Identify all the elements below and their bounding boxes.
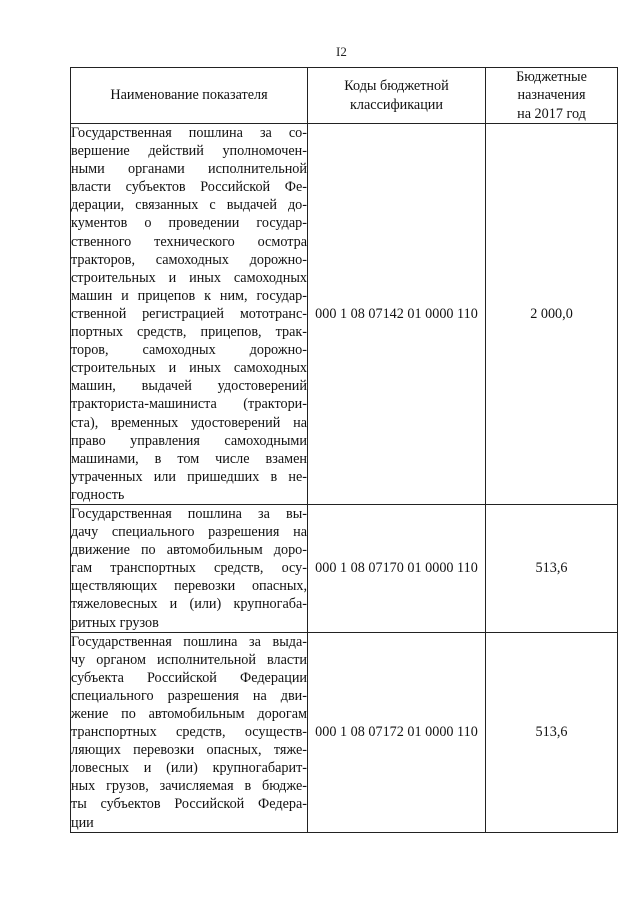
- indicator-name-line: строительных и иных самоходных: [71, 269, 307, 286]
- header-amount: [486, 68, 618, 124]
- budget-amount-cell: 513,6: [486, 632, 618, 832]
- budget-code-cell: 000 1 08 07172 01 0000 110: [308, 632, 486, 832]
- indicator-name-line: машинами, в том числе взамен: [71, 450, 307, 467]
- budget-table: [70, 67, 618, 833]
- budget-code-cell: 000 1 08 07170 01 0000 110: [308, 504, 486, 632]
- indicator-name-line: машин и прицепов к ним, государ-: [71, 287, 307, 304]
- indicator-name-line: ществляющих перевозки опасных,: [71, 578, 307, 595]
- indicator-name-line: специального разрешения на дви-: [71, 687, 307, 704]
- budget-amount-cell: 2 000,0: [486, 124, 618, 505]
- indicator-name-line: дерации, связанных с выдачей до-: [71, 197, 307, 214]
- indicator-name-line: ста), временных удостоверений на: [71, 414, 307, 431]
- indicator-name-line: дачу специального разрешения на: [71, 524, 307, 541]
- table-header-row: [71, 68, 618, 124]
- header-code-line: классификации: [350, 96, 443, 113]
- indicator-name-line: ции: [71, 814, 94, 831]
- indicator-name-line: ными органами исполнительной: [71, 161, 307, 178]
- indicator-name-line: машин, выдачей удостоверений: [71, 378, 307, 395]
- indicator-name-line: транспортных средств, осуществ-: [71, 724, 307, 741]
- indicator-name-cell: [71, 504, 308, 632]
- indicator-name-line: портных средств, прицепов, трак-: [71, 324, 307, 341]
- header-code-line: Коды бюджетной: [344, 78, 449, 95]
- table-row: [71, 504, 618, 632]
- indicator-name-line: ных грузов, зачисляемая в бюдже-: [71, 778, 307, 795]
- indicator-name-line: ственной регистрацией мототранс-: [71, 305, 307, 322]
- indicator-name-line: годность: [71, 486, 125, 503]
- indicator-name-line: движение по автомобильным доро-: [71, 542, 307, 559]
- indicator-name-line: ляющих перевозки опасных, тяже-: [71, 742, 307, 759]
- indicator-name-line: тракторов, самоходных дорожно-: [71, 251, 307, 268]
- indicator-name-line: ловесных и (или) крупногабарит-: [71, 760, 307, 777]
- indicator-name-line: жение по автомобильным дорогам: [71, 706, 307, 722]
- indicator-name-line: ты субъектов Российской Федера-: [71, 796, 307, 813]
- indicator-name-line: Государственная пошлина за выда-: [71, 633, 307, 650]
- indicator-name-line: Государственная пошлина за со-: [71, 125, 307, 141]
- indicator-name-line: власти субъектов Российской Фе-: [71, 179, 307, 196]
- indicator-name-line: чу органом исполнительной власти: [71, 651, 307, 668]
- table-row: [71, 124, 618, 505]
- indicator-name-line: ственного технического осмотра: [71, 233, 307, 250]
- indicator-name-line: торов, самоходных дорожно-: [71, 342, 307, 359]
- page-number: I2: [336, 44, 347, 59]
- indicator-name-cell: [71, 124, 308, 505]
- indicator-name-cell: [71, 632, 308, 832]
- table-body: [71, 124, 618, 833]
- header-code: [308, 68, 486, 124]
- budget-amount-cell: 513,6: [486, 504, 618, 632]
- indicator-name-line: утраченных или пришедших в не-: [71, 468, 307, 485]
- header-amount-line: на 2017 год: [517, 105, 586, 122]
- header-amount-line: назначения: [517, 87, 586, 104]
- indicator-name-line: кументов о проведении государ-: [71, 215, 307, 232]
- header-name: Наименование показателя: [71, 68, 308, 124]
- budget-code-cell: 000 1 08 07142 01 0000 110: [308, 124, 486, 505]
- indicator-name-line: вершение действий уполномочен-: [71, 143, 307, 160]
- indicator-name-line: строительных и иных самоходных: [71, 360, 307, 377]
- indicator-name-line: субъекта Российской Федерации: [71, 669, 307, 686]
- header-amount-line: Бюджетные: [516, 69, 587, 86]
- indicator-name-line: гам транспортных средств, осу-: [71, 560, 307, 577]
- indicator-name-line: тракториста-машиниста (трактори-: [71, 396, 307, 413]
- table-row: [71, 632, 618, 832]
- indicator-name-line: Государственная пошлина за вы-: [71, 505, 307, 522]
- indicator-name-line: ритных грузов: [71, 614, 159, 631]
- indicator-name-line: тяжеловесных и (или) крупногаба-: [71, 596, 307, 613]
- indicator-name-line: право управления самоходными: [71, 432, 307, 449]
